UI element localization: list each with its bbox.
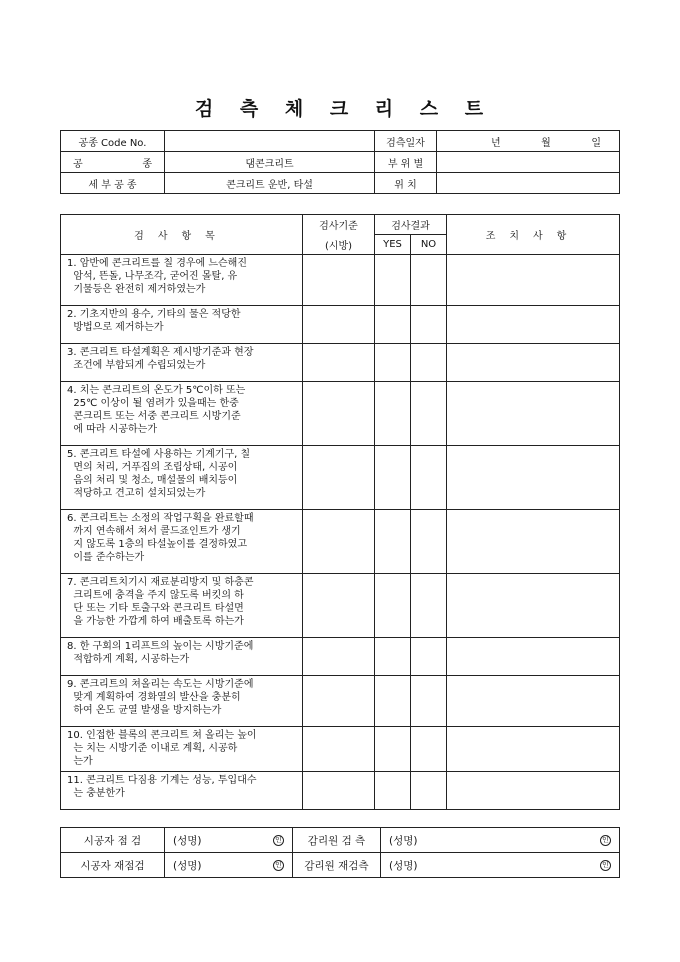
check-item-text: 9. 콘크리트의 쳐올리는 속도는 시방기준에 맞게 계획하여 경화열의 발산을 충분히 하여 온도 균열 발생을 방지하는가 [61, 676, 303, 727]
table-row [61, 344, 620, 382]
check-item-text: 6. 콘크리트는 소정의 작업구획을 완료할때 까지 연속해서 쳐서 콜드죠인트가 생기 지 않도록 1층의 타설높이를 결정하였고 이를 준수하는가 [61, 510, 303, 574]
yes-cell[interactable] [375, 727, 411, 772]
title-char: 측 [239, 98, 261, 120]
title-char: 스 [419, 98, 441, 120]
position-field[interactable] [437, 173, 620, 194]
contractor-check-label: 시공자 점 검 [61, 828, 165, 853]
standard-cell[interactable] [303, 344, 375, 382]
yes-cell[interactable] [375, 574, 411, 638]
standard-cell[interactable] [303, 727, 375, 772]
action-cell[interactable] [447, 574, 620, 638]
yes-header: YES [375, 235, 411, 255]
standard-cell[interactable] [303, 446, 375, 510]
no-cell[interactable] [411, 676, 447, 727]
table-row [61, 772, 620, 810]
standard-cell[interactable] [303, 306, 375, 344]
date-label: 검측일자 [375, 131, 437, 152]
check-item-text: 3. 콘크리트 타설계획은 제시방기준과 현장 조건에 부합되게 수립되었는가 [61, 344, 303, 382]
no-cell[interactable] [411, 382, 447, 446]
standard-cell[interactable] [303, 510, 375, 574]
yes-cell[interactable] [375, 676, 411, 727]
date-field[interactable] [437, 131, 620, 152]
action-cell[interactable] [447, 344, 620, 382]
table-row [61, 446, 620, 510]
supervisor-check-seal[interactable] [469, 828, 620, 853]
title-char: 트 [464, 98, 486, 120]
work-type-value: 댐콘크리트 [165, 152, 375, 173]
yes-cell[interactable] [375, 772, 411, 810]
date-day: 일 [591, 137, 601, 149]
contractor-check-name[interactable]: (성명) [165, 828, 267, 853]
item-header: 검사항목 [61, 215, 303, 255]
no-cell[interactable] [411, 255, 447, 306]
no-cell[interactable] [411, 446, 447, 510]
yes-cell[interactable] [375, 446, 411, 510]
signature-table [60, 827, 620, 878]
supervisor-recheck-name[interactable]: (성명) [381, 853, 469, 878]
supervisor-recheck-label: 감리원 재검측 [293, 853, 381, 878]
seal-icon: 인 [600, 835, 611, 846]
table-row [61, 306, 620, 344]
title-char: 체 [284, 98, 306, 120]
no-header: NO [411, 235, 447, 255]
table-row [61, 676, 620, 727]
standard-cell[interactable] [303, 772, 375, 810]
location-label: 부 위 별 [375, 152, 437, 173]
action-header: 조치사항 [447, 215, 620, 255]
code-label: 공종 Code No. [61, 131, 165, 152]
contractor-recheck-label: 시공자 재점검 [61, 853, 165, 878]
no-cell[interactable] [411, 727, 447, 772]
standard-cell[interactable] [303, 638, 375, 676]
no-cell[interactable] [411, 638, 447, 676]
code-value-field[interactable] [165, 131, 375, 152]
no-cell[interactable] [411, 510, 447, 574]
standard-cell[interactable] [303, 574, 375, 638]
header-info-table [60, 130, 620, 194]
action-cell[interactable] [447, 638, 620, 676]
table-row [61, 574, 620, 638]
check-item-text: 8. 한 구회의 1리프트의 높이는 시방기준에 적합하게 계획, 시공하는가 [61, 638, 303, 676]
check-item-text: 5. 콘크리트 타설에 사용하는 기계기구, 칠 면의 처리, 거푸집의 조립상태, 시공이 음의 처리 및 청소, 매설물의 배치등이 적당하고 견고히 설치되었는가 [61, 446, 303, 510]
table-row [61, 510, 620, 574]
contractor-recheck-name[interactable]: (성명) [165, 853, 267, 878]
supervisor-recheck-seal[interactable] [469, 853, 620, 878]
yes-cell[interactable] [375, 638, 411, 676]
check-item-text: 1. 암반에 콘크리트를 칠 경우에 느슨해진 암석, 뜬돌, 나무조각, 굳어진 몰탈, 유 기물등은 완전히 제거하였는가 [61, 255, 303, 306]
no-cell[interactable] [411, 574, 447, 638]
supervisor-check-name[interactable]: (성명) [381, 828, 469, 853]
date-year: 년 [491, 137, 501, 149]
no-cell[interactable] [411, 772, 447, 810]
contractor-check-seal[interactable] [267, 828, 293, 853]
title-char: 크 [329, 98, 351, 120]
check-item-text: 11. 콘크리트 다짐용 기계는 성능, 투입대수 는 충분한가 [61, 772, 303, 810]
action-cell[interactable] [447, 727, 620, 772]
work-type-label: 공 종 [61, 152, 165, 173]
supervisor-check-label: 감리원 검 측 [293, 828, 381, 853]
check-item-text: 7. 콘크리트치기시 재료분리방지 및 하층콘 크리트에 충격을 주지 않도록 버킷의 하 단 또는 기타 토출구와 콘크리트 타설면 을 가능한 가깝게 하여 배출토록 하는가 [61, 574, 303, 638]
standard-cell[interactable] [303, 382, 375, 446]
table-row [61, 638, 620, 676]
seal-icon: 인 [600, 860, 611, 871]
page-title [0, 94, 680, 121]
action-cell[interactable] [447, 382, 620, 446]
table-row [61, 727, 620, 772]
check-item-text: 10. 인접한 블록의 콘크리트 쳐 올리는 높이 는 치는 시방기준 이내로 계획, 시공하 는가 [61, 727, 303, 772]
action-cell[interactable] [447, 446, 620, 510]
check-item-text: 2. 기초지반의 용수, 기타의 물은 적당한 방법으로 제거하는가 [61, 306, 303, 344]
yes-cell[interactable] [375, 344, 411, 382]
yes-cell[interactable] [375, 306, 411, 344]
table-row [61, 382, 620, 446]
date-month: 월 [541, 137, 551, 149]
title-char: 검 [194, 98, 216, 120]
title-char: 리 [374, 98, 396, 120]
action-cell[interactable] [447, 772, 620, 810]
seal-icon: 인 [273, 860, 284, 871]
standard-cell[interactable] [303, 676, 375, 727]
check-item-text: 4. 치는 콘크리트의 온도가 5℃이하 또는 25℃ 이상이 될 염려가 있을때는 한중 콘크리트 또는 서중 콘크리트 시방기준 에 따라 시공하는가 [61, 382, 303, 446]
detail-value: 콘크리트 운반, 타설 [165, 173, 375, 194]
position-label: 위 치 [375, 173, 437, 194]
action-cell[interactable] [447, 255, 620, 306]
action-cell[interactable] [447, 676, 620, 727]
yes-cell[interactable] [375, 382, 411, 446]
seal-icon: 인 [273, 835, 284, 846]
no-cell[interactable] [411, 306, 447, 344]
standard-sub-header: (시방) [303, 235, 375, 255]
contractor-recheck-seal[interactable] [267, 853, 293, 878]
table-row [61, 255, 620, 306]
result-header: 검사결과 [375, 215, 447, 235]
detail-label: 세 부 공 종 [61, 173, 165, 194]
action-cell[interactable] [447, 306, 620, 344]
action-cell[interactable] [447, 510, 620, 574]
checklist-table [60, 214, 620, 810]
location-field[interactable] [437, 152, 620, 173]
standard-cell[interactable] [303, 255, 375, 306]
no-cell[interactable] [411, 344, 447, 382]
yes-cell[interactable] [375, 510, 411, 574]
yes-cell[interactable] [375, 255, 411, 306]
standard-header: 검사기준 [303, 215, 375, 235]
